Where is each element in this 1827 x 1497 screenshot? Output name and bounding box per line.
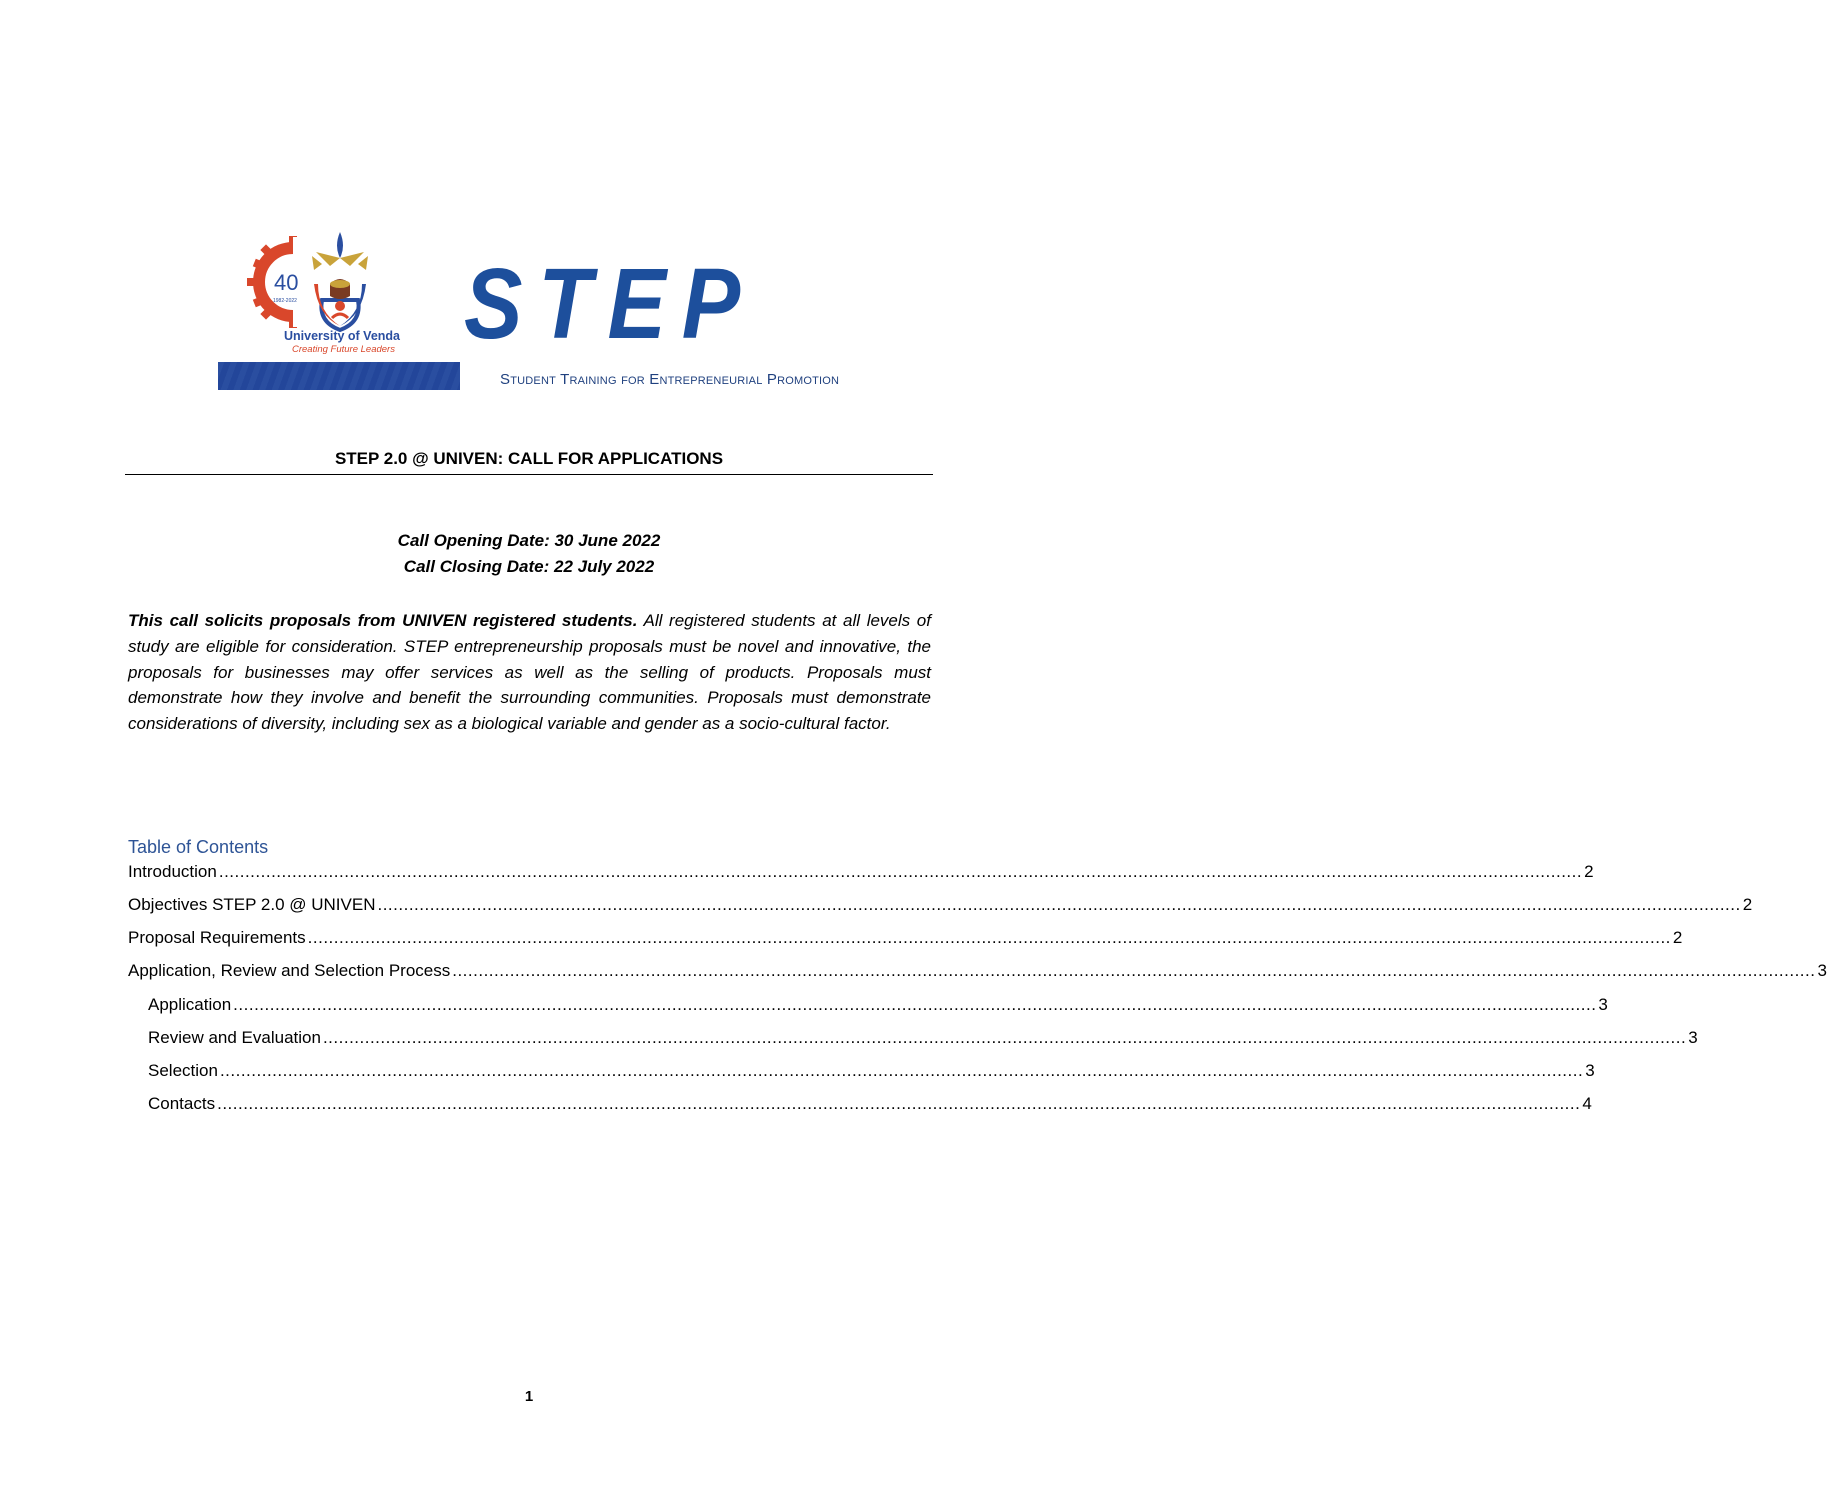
toc-page: 2: [1584, 862, 1594, 881]
university-slogan: Creating Future Leaders: [292, 344, 395, 355]
step-tagline: Student Training for Entrepreneurial Promotion: [500, 371, 840, 388]
toc-leader: [377, 895, 1740, 915]
toc-label: Objectives STEP 2.0 @ UNIVEN: [128, 895, 376, 914]
toc-leader: [323, 1028, 1686, 1048]
toc-leader: [233, 995, 1596, 1015]
toc-leader: [220, 1061, 1583, 1081]
call-opening-date: Call Opening Date: 30 June 2022: [397, 531, 661, 550]
toc-label: Proposal Requirements: [128, 928, 306, 947]
toc-entry-application-review-selection[interactable]: [128, 961, 1827, 985]
toc-label: Selection: [148, 1061, 218, 1080]
toc-label: Introduction: [128, 862, 217, 881]
toc-entry-selection[interactable]: [148, 1061, 1595, 1085]
toc-page: 3: [1598, 995, 1608, 1014]
badge-number: 40: [274, 270, 299, 295]
toc-leader: [452, 961, 1815, 981]
toc-page: 3: [1585, 1061, 1595, 1080]
toc-entry-review-evaluation[interactable]: [148, 1028, 1698, 1052]
page-number: 1: [524, 1388, 534, 1405]
toc-leader: [308, 928, 1671, 948]
intro-rest: All registered students at all levels of study are eligible for consideration. STEP entrepreneurship proposals must be novel and innovative, the proposals for businesses may offer services as well as the selling of products. Proposals must demonstrate how they involve and benefit the surrounding communities. Proposals must demonstrate considerations of diversity, including sex as a biological variable and gender as a socio-cultural factor.: [128, 611, 931, 734]
document-title: STEP 2.0 @ UNIVEN: CALL FOR APPLICATIONS: [334, 449, 724, 468]
intro-paragraph: [128, 608, 931, 737]
call-closing-date: Call Closing Date: 22 July 2022: [403, 557, 655, 576]
toc-page: 2: [1672, 928, 1683, 947]
toc-label: Application: [148, 995, 232, 1014]
toc-label: Review and Evaluation: [148, 1028, 321, 1047]
toc-label: Application, Review and Selection Process: [128, 961, 451, 980]
toc-entry-objectives[interactable]: [128, 895, 1753, 919]
toc-leader: [217, 1094, 1580, 1114]
toc-page: 2: [1742, 895, 1753, 914]
toc-entry-application[interactable]: [148, 995, 1608, 1019]
toc-page: 3: [1688, 1028, 1698, 1047]
badge-years: 1982-2022: [273, 298, 297, 304]
banner-strip: [218, 362, 460, 390]
step-logo: [460, 248, 760, 360]
intro-bold: This call solicits proposals from UNIVEN registered students.: [128, 611, 638, 630]
toc-label: Contacts: [148, 1094, 216, 1113]
title-rule: [125, 474, 933, 475]
toc-page: 3: [1817, 961, 1827, 980]
step-wordmark: STEP: [464, 248, 756, 360]
toc-entry-introduction[interactable]: [128, 862, 1594, 886]
toc-heading: Table of Contents: [128, 837, 269, 857]
toc-page: 4: [1582, 1094, 1592, 1113]
university-name: University of Venda: [284, 329, 401, 343]
toc-leader: [219, 862, 1582, 882]
toc-entry-contacts[interactable]: [148, 1094, 1592, 1118]
toc-entry-proposal-requirements[interactable]: [128, 928, 1683, 952]
